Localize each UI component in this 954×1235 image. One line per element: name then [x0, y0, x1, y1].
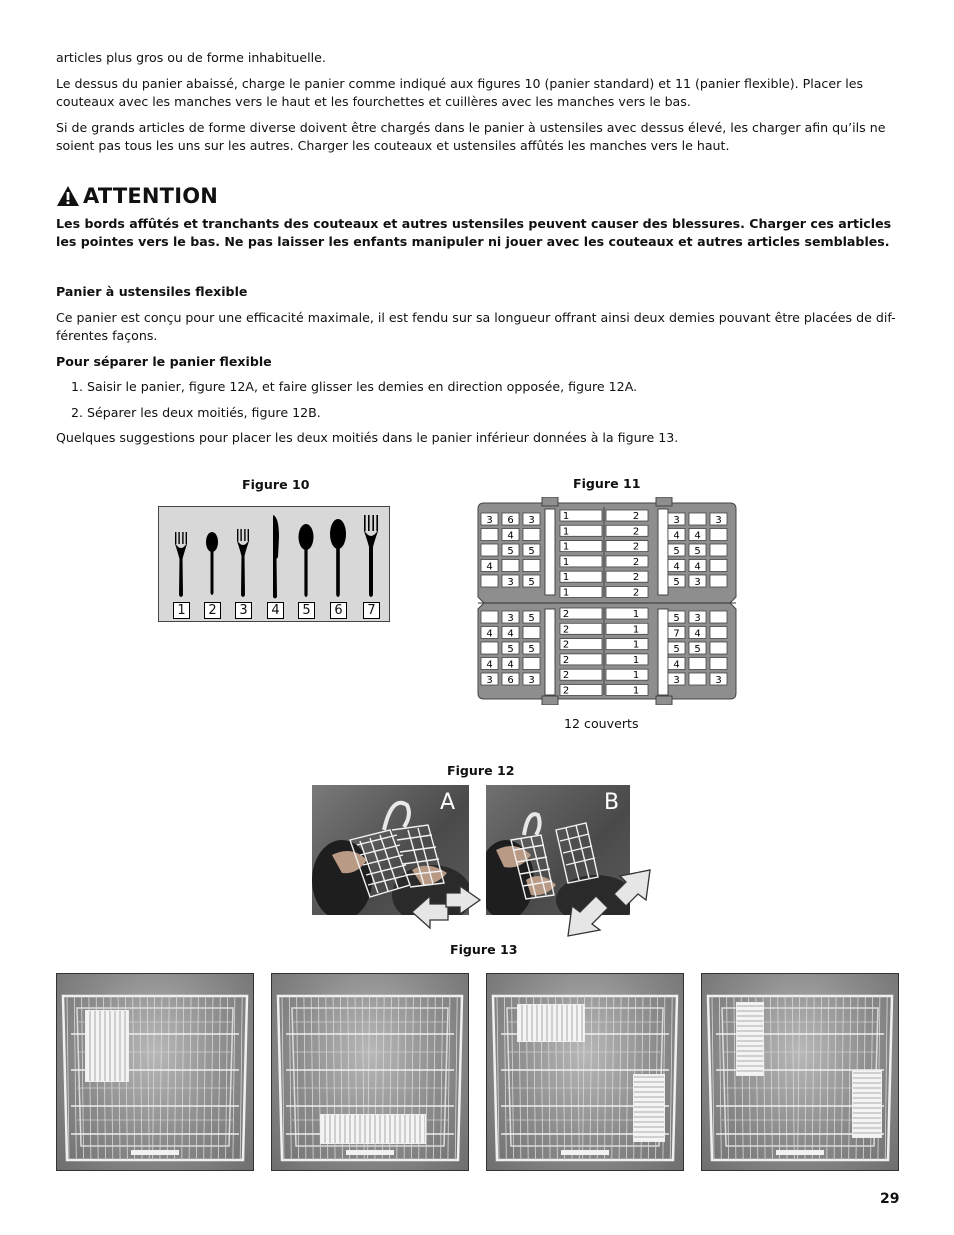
basket-slot-number: 2	[632, 572, 640, 584]
cutlery-number: 4	[267, 602, 284, 619]
basket-slot	[481, 544, 498, 556]
basket-slot	[523, 560, 540, 572]
basket-slot	[523, 529, 540, 541]
basket-slot-number: 6	[507, 515, 514, 526]
basket-slot	[502, 560, 519, 572]
basket-slot-number: 4	[694, 530, 701, 542]
figure-13-photo-2	[271, 973, 469, 1171]
basket-slot-number: 2	[632, 541, 640, 553]
basket-slot	[606, 669, 648, 680]
basket-slot-number: 1	[562, 511, 570, 522]
long-slot	[658, 509, 668, 595]
flexible-paragraph: Ce panier est conçu pour une efficacité maximale, il est fendu sur sa longueur offrant ainsi deux demies pouvant être placées de dif-férentes façons.	[56, 310, 896, 343]
basket-slot-number: 3	[673, 515, 680, 526]
basket-half-left	[736, 1002, 764, 1076]
basket-slot-number: 3	[715, 515, 722, 526]
basket-slot-number: 7	[673, 628, 680, 640]
basket-slot-number: 5	[694, 644, 701, 655]
basket-slot-number: 4	[507, 659, 514, 671]
basket-slot	[523, 658, 540, 670]
handle-bottom-right	[656, 696, 672, 705]
basket-half-back	[517, 1004, 585, 1042]
figure-12b-letter: B	[604, 790, 620, 815]
basket-slot	[606, 541, 648, 552]
long-slot	[545, 609, 555, 695]
basket-slot	[606, 639, 648, 650]
basket-slot-number: 1	[632, 624, 640, 636]
basket-slot	[710, 611, 727, 623]
basket-slot	[710, 658, 727, 670]
basket-slot	[689, 673, 706, 685]
step-1: 1. Saisir le panier, figure 12A, et faire glisser les demies en direction opposée, figure 12A.	[71, 379, 638, 394]
flexible-heading: Panier à ustensiles flexible	[56, 284, 248, 299]
suggestions-paragraph: Quelques suggestions pour placer les deux moitiés dans le panier inférieur données à la figure 13.	[56, 430, 679, 445]
basket-slot-number: 4	[507, 530, 514, 542]
fork-icon	[175, 532, 187, 597]
basket-slot-number: 5	[673, 546, 680, 557]
attention-heading	[56, 184, 218, 208]
basket-slot-number: 4	[694, 561, 701, 573]
basket-slot-number: 5	[507, 546, 514, 557]
basket-slot-number: 1	[632, 639, 640, 651]
basket-slot-number: 5	[673, 577, 680, 588]
flexible-basket-diagram	[474, 497, 740, 705]
warning-triangle-icon	[56, 185, 80, 207]
basket-half-right	[852, 1070, 882, 1138]
basket-slot-number: 3	[673, 675, 680, 686]
basket-slot-number: 3	[507, 577, 514, 588]
handle-top-left	[542, 497, 558, 506]
cutlery-number: 5	[298, 602, 315, 619]
figure-13-photo-3	[486, 973, 684, 1171]
basket-slot-number: 3	[715, 675, 722, 686]
basket-slot	[481, 642, 498, 654]
basket-slot	[710, 575, 727, 587]
basket-slot-number: 5	[673, 644, 680, 655]
basket-slot	[689, 513, 706, 525]
spoon-icon	[299, 524, 314, 597]
basket-slot-number: 2	[562, 639, 570, 651]
intro-paragraph-3: Si de grands articles de forme diverse doivent être chargés dans le panier à ustensiles avec dessus élevé, les charger afin qu’ils ne soient pas tous les uns sur les autres. Charger les couteaux et ustensiles affûtés les manches vers le haut.	[56, 120, 886, 153]
basket-slot	[606, 525, 648, 536]
basket-slot-number: 1	[562, 556, 570, 568]
basket-slot-number: 3	[528, 675, 535, 686]
basket-slot-number: 5	[507, 644, 514, 655]
basket-slot-number: 4	[486, 561, 493, 573]
basket-slot	[710, 627, 727, 639]
basket-slot-number: 5	[528, 613, 535, 624]
basket-slot-number: 5	[694, 546, 701, 557]
basket-slot	[481, 575, 498, 587]
spoon-icon	[206, 532, 218, 595]
cutlery-number: 3	[235, 602, 252, 619]
basket-slot	[523, 627, 540, 639]
cutlery-number: 7	[363, 602, 380, 619]
handle-bottom-left	[542, 696, 558, 705]
basket-slot-number: 1	[632, 609, 640, 620]
page-number: 29	[880, 1191, 900, 1207]
spoon-icon	[330, 519, 346, 597]
basket-slot-number: 3	[528, 515, 535, 526]
basket-slot-number: 3	[486, 515, 493, 526]
separate-heading: Pour séparer le panier flexible	[56, 354, 272, 369]
basket-slot	[606, 587, 648, 598]
basket-slot-number: 2	[562, 654, 570, 666]
basket-slot-number: 2	[632, 511, 640, 522]
basket-halves-front	[320, 1114, 426, 1144]
basket-slot	[710, 560, 727, 572]
basket-slot-number: 4	[673, 530, 680, 542]
basket-slot-number: 4	[486, 628, 493, 640]
figure-12a-letter: A	[440, 790, 456, 815]
basket-slot-number: 2	[632, 556, 640, 568]
figure-11-label: Figure 11	[573, 476, 641, 491]
figure-12-label: Figure 12	[447, 763, 515, 778]
long-slot	[658, 609, 668, 695]
basket-slot-number: 1	[562, 541, 570, 553]
basket-slot-number: 3	[694, 613, 701, 624]
basket-half-side	[633, 1074, 665, 1142]
basket-slot-number: 3	[486, 675, 493, 686]
basket-slot-number: 4	[486, 659, 493, 671]
separate-halves-arrows-icon	[562, 866, 656, 940]
fork-icon	[364, 515, 378, 597]
handle-top-right	[656, 497, 672, 506]
basket-slot	[710, 544, 727, 556]
slide-apart-arrows-icon	[408, 884, 484, 932]
attention-text: Les bords affûtés et tranchants des couteaux et autres ustensiles peuvent causer des blessures. Charger ces articles les pointes vers le bas. Ne pas laisser les enfants manipuler ni jouer avec les couteaux et autres articles semblables.	[56, 216, 892, 249]
cutlery-number: 1	[173, 602, 190, 619]
basket-slot	[606, 685, 648, 696]
intro-paragraph-1: articles plus gros ou de forme inhabituelle.	[56, 50, 326, 65]
basket-slot	[481, 611, 498, 623]
figure-10-basket	[158, 506, 390, 622]
basket-slot	[606, 556, 648, 567]
basket-slot-number: 1	[562, 572, 570, 584]
basket-slot-number: 2	[562, 624, 570, 636]
basket-slot	[606, 623, 648, 634]
basket-slot	[689, 658, 706, 670]
basket-slot-number: 3	[507, 613, 514, 624]
basket-slot-number: 2	[632, 587, 640, 599]
basket-slot-number: 1	[632, 685, 640, 697]
basket-slot-number: 4	[673, 659, 680, 671]
intro-paragraph-2: Le dessus du panier abaissé, charge le panier comme indiqué aux figures 10 (panier standard) et 11 (panier flexible). Placer les couteaux avec les manches vers le haut et les fourchettes et cuillères avec les manches vers le bas.	[56, 76, 864, 109]
figure-10-label: Figure 10	[242, 477, 310, 492]
basket-slot-number: 1	[562, 587, 570, 599]
basket-slot-number: 4	[507, 628, 514, 640]
basket-slot	[710, 642, 727, 654]
basket-slot-number: 2	[562, 609, 570, 620]
basket-slot-number: 3	[694, 577, 701, 588]
cutlery-number: 2	[204, 602, 221, 619]
basket-slot	[710, 529, 727, 541]
basket-slot-number: 2	[632, 526, 640, 538]
basket-slot	[481, 529, 498, 541]
basket-slot-number: 2	[562, 685, 570, 697]
basket-slot-number: 5	[528, 644, 535, 655]
basket-slot-number: 5	[673, 613, 680, 624]
basket-slot-number: 1	[562, 526, 570, 538]
step-2: 2. Séparer les deux moitiés, figure 12B.	[71, 405, 321, 420]
basket-slot-number: 2	[562, 670, 570, 682]
figure-13-label: Figure 13	[450, 942, 518, 957]
basket-slot-number: 5	[528, 546, 535, 557]
figure-13-photo-4	[701, 973, 899, 1171]
basket-slot-number: 5	[528, 577, 535, 588]
cutlery-number: 6	[330, 602, 347, 619]
fork-icon	[237, 529, 249, 597]
figure-11-caption: 12 couverts	[564, 716, 639, 731]
basket-slot	[606, 571, 648, 582]
basket-slot-number: 1	[632, 654, 640, 666]
basket-slot-number: 6	[507, 675, 514, 686]
basket-slot	[606, 608, 648, 619]
basket-slot-number: 1	[632, 670, 640, 682]
figure-13-photo-1	[56, 973, 254, 1171]
figure-11-basket	[474, 497, 740, 705]
basket-halves-stacked	[85, 1010, 129, 1082]
knife-icon	[273, 515, 279, 599]
basket-slot	[606, 510, 648, 521]
basket-slot-number: 4	[694, 628, 701, 640]
basket-slot	[606, 654, 648, 665]
basket-slot-number: 4	[673, 561, 680, 573]
long-slot	[545, 509, 555, 595]
attention-title: ATTENTION	[83, 184, 219, 208]
